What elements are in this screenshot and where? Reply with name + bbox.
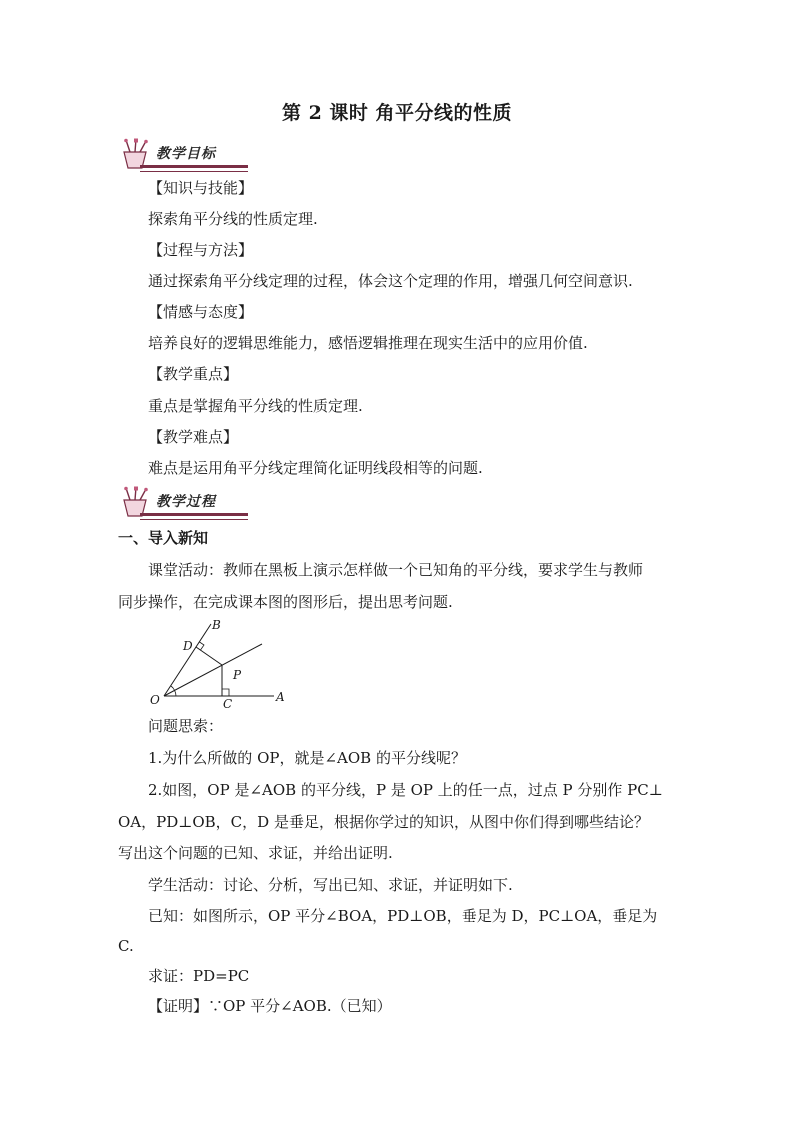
- question-2-line-1: 2.如图，OP 是∠AOB 的平分线，P 是 OP 上的任一点，过点 P 分别作 PC⊥: [148, 781, 663, 799]
- label-a: A: [276, 690, 285, 704]
- label-p: P: [233, 668, 242, 682]
- header-underline-thin: [140, 171, 248, 172]
- section-header-label: 教学目标: [156, 146, 216, 162]
- ray-ob: [164, 624, 211, 696]
- knowledge-text: 探索角平分线的性质定理.: [148, 210, 318, 228]
- activity-line-1: 课堂活动：教师在黑板上演示怎样做一个已知角的平分线，要求学生与教师: [148, 561, 644, 579]
- section-header-goals: [118, 138, 248, 172]
- key-point-text: 重点是掌握角平分线的性质定理.: [148, 397, 363, 415]
- page-title: 第 2 课时 角平分线的性质: [281, 102, 513, 124]
- given-line-1: 已知：如图所示，OP 平分∠BOA，PD⊥OB，垂足为 D，PC⊥OA，垂足为: [148, 907, 658, 925]
- right-angle-c: [222, 689, 229, 696]
- knowledge-heading: 【知识与技能】: [148, 179, 254, 197]
- angle-bisector-figure: [146, 616, 296, 712]
- heading-intro: 一、导入新知: [118, 529, 209, 547]
- header-underline-thin: [140, 519, 248, 520]
- right-angle-d: [200, 642, 205, 650]
- header-underline: [140, 513, 248, 516]
- difficulty-text: 难点是运用角平分线定理简化证明线段相等的问题.: [148, 459, 483, 477]
- method-text: 通过探索角平分线定理的过程，体会这个定理的作用，增强几何空间意识.: [148, 272, 633, 290]
- label-d: D: [183, 639, 193, 653]
- question-2-line-3: 写出这个问题的已知、求证，并给出证明.: [118, 844, 393, 862]
- key-point-heading: 【教学重点】: [148, 365, 239, 383]
- label-c: C: [223, 697, 233, 711]
- question-2-line-2: OA，PD⊥OB，C，D 是垂足，根据你学过的知识，从图中你们得到哪些结论？: [118, 813, 649, 831]
- angle-arc-1: [175, 690, 176, 696]
- header-underline: [140, 165, 248, 168]
- segment-pd: [196, 647, 222, 665]
- proof-start: 【证明】∵OP 平分∠AOB.（已知）: [148, 997, 392, 1015]
- section-header-label: 教学过程: [156, 494, 216, 510]
- question-1: 1.为什么所做的 OP，就是∠AOB 的平分线呢？: [148, 749, 466, 767]
- to-prove: 求证：PD=PC: [148, 967, 250, 985]
- section-header-process: [118, 486, 248, 520]
- attitude-text: 培养良好的逻辑思维能力，感悟逻辑推理在现实生活中的应用价值.: [148, 334, 588, 352]
- attitude-heading: 【情感与态度】: [148, 303, 254, 321]
- think-heading: 问题思索：: [148, 717, 224, 735]
- activity-line-2: 同步操作，在完成课本图的图形后，提出思考问题.: [118, 593, 453, 611]
- method-heading: 【过程与方法】: [148, 241, 254, 259]
- angle-arc-2: [171, 686, 175, 690]
- student-activity: 学生活动：讨论、分析，写出已知、求证，并证明如下.: [148, 876, 513, 894]
- given-line-2: C.: [118, 937, 134, 955]
- label-o: O: [150, 693, 160, 707]
- difficulty-heading: 【教学难点】: [148, 428, 239, 446]
- bisector-op: [164, 644, 262, 696]
- label-b: B: [212, 618, 221, 632]
